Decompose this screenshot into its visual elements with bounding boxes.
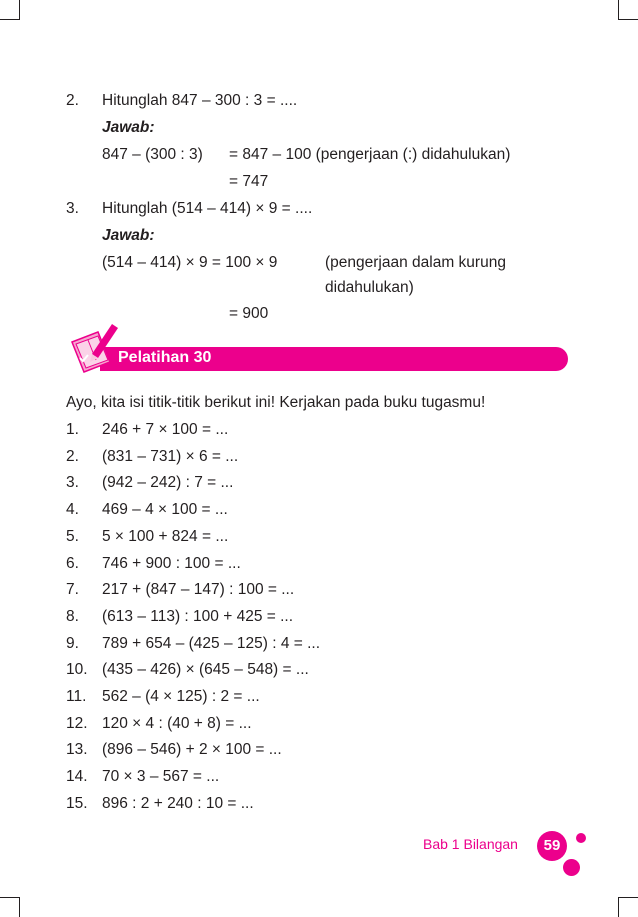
exercise-number: 6. xyxy=(66,555,79,572)
exercise-text: 246 + 7 × 100 = ... xyxy=(102,421,229,438)
exercise-number: 12. xyxy=(66,715,88,732)
answer-label: Jawab: xyxy=(102,227,155,244)
answer-step-right: = 900 xyxy=(229,305,269,322)
decorative-dot xyxy=(576,833,586,843)
exercise-text: 789 + 654 – (425 – 125) : 4 = ... xyxy=(102,635,321,652)
crop-mark-bottom-left-h xyxy=(0,897,20,898)
exercise-number: 8. xyxy=(66,608,79,625)
exercise-text: (942 – 242) : 7 = ... xyxy=(102,474,234,491)
crop-mark-bottom-right-h xyxy=(618,897,638,898)
exercise-text: 70 × 3 – 567 = ... xyxy=(102,768,220,785)
page-number: 59 xyxy=(537,831,567,861)
exercise-number: 10. xyxy=(66,661,88,678)
exercise-text: 562 – (4 × 125) : 2 = ... xyxy=(102,688,260,705)
section-instruction: Ayo, kita isi titik-titik berikut ini! Kerjakan pada buku tugasmu! xyxy=(66,394,486,411)
exercise-number: 11. xyxy=(66,688,87,705)
exercise-text: 746 + 900 : 100 = ... xyxy=(102,555,241,572)
answer-step-right: = 747 xyxy=(229,173,269,190)
exercise-number: 3. xyxy=(66,474,79,491)
crop-mark-top-right-v xyxy=(618,0,619,20)
answer-step-left: (514 – 414) × 9 = 100 × 9 xyxy=(102,254,278,271)
exercise-text: 217 + (847 – 147) : 100 = ... xyxy=(102,581,295,598)
crop-mark-bottom-left-v xyxy=(19,897,20,917)
answer-label: Jawab: xyxy=(102,119,155,136)
example-number: 3. xyxy=(66,200,79,217)
section-title: Pelatihan 30 xyxy=(118,349,212,366)
crop-mark-bottom-right-v xyxy=(618,897,619,917)
chapter-label: Bab 1 Bilangan xyxy=(423,836,518,852)
answer-step-right: (pengerjaan dalam kurung xyxy=(325,254,506,271)
exercise-number: 7. xyxy=(66,581,79,598)
example-question: Hitunglah (514 – 414) × 9 = .... xyxy=(102,200,313,217)
pink-book-pencil-icon xyxy=(66,318,122,378)
exercise-text: (435 – 426) × (645 – 548) = ... xyxy=(102,661,309,678)
answer-step-right: = 847 – 100 (pengerjaan (:) didahulukan) xyxy=(229,146,511,163)
answer-step-right: didahulukan) xyxy=(325,279,414,296)
exercise-text: 120 × 4 : (40 + 8) = ... xyxy=(102,715,252,732)
exercise-number: 2. xyxy=(66,448,79,465)
exercise-text: 5 × 100 + 824 = ... xyxy=(102,528,229,545)
exercise-number: 9. xyxy=(66,635,79,652)
decorative-dot xyxy=(563,859,580,876)
exercise-number: 5. xyxy=(66,528,79,545)
exercise-text: (613 – 113) : 100 + 425 = ... xyxy=(102,608,294,625)
crop-mark-top-left-v xyxy=(19,0,20,20)
example-number: 2. xyxy=(66,92,79,109)
exercise-number: 13. xyxy=(66,741,88,758)
exercise-text: 469 – 4 × 100 = ... xyxy=(102,501,228,518)
exercise-number: 14. xyxy=(66,768,88,785)
exercise-text: (896 – 546) + 2 × 100 = ... xyxy=(102,741,282,758)
crop-mark-top-right-h xyxy=(618,19,638,20)
exercise-text: (831 – 731) × 6 = ... xyxy=(102,448,239,465)
answer-step-left: 847 – (300 : 3) xyxy=(102,146,203,163)
exercise-number: 4. xyxy=(66,501,79,518)
example-question: Hitunglah 847 – 300 : 3 = .... xyxy=(102,92,298,109)
crop-mark-top-left-h xyxy=(0,19,20,20)
exercise-text: 896 : 2 + 240 : 10 = ... xyxy=(102,795,254,812)
exercise-number: 1. xyxy=(66,421,79,438)
exercise-number: 15. xyxy=(66,795,88,812)
